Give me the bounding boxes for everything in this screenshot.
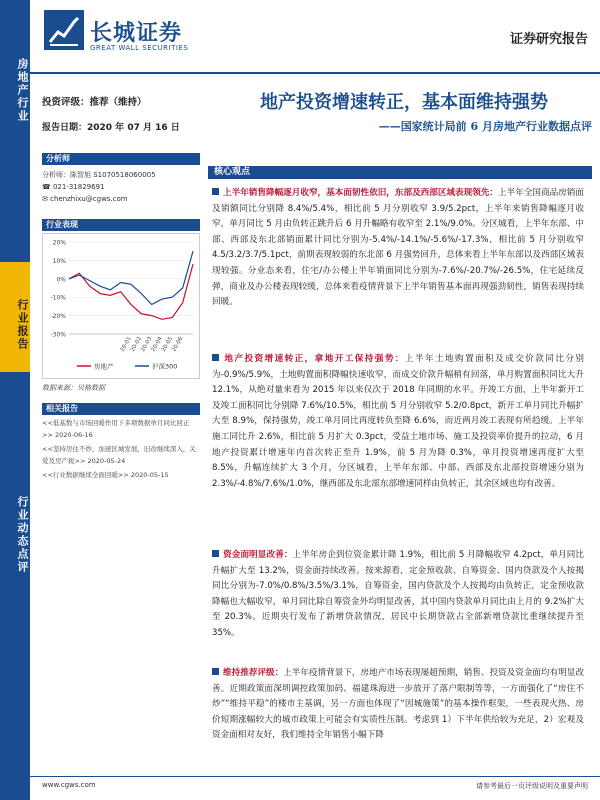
logo-name: 长城证券: [90, 20, 183, 46]
analyst-name: 分析师：陈智旭 S1070518060005: [42, 171, 156, 179]
bullet-icon: [212, 668, 219, 675]
chart-header: 行业表现: [42, 219, 200, 231]
chart-ytick-label: 10%: [52, 257, 66, 265]
footer-divider: [30, 776, 600, 777]
chart-series-line: [69, 264, 193, 319]
report-date: 报告日期：2020 年 07 月 16 日: [42, 123, 180, 133]
paragraph-sales: [212, 186, 584, 311]
sidebar-report-subtype: 行业动态点评: [16, 496, 29, 574]
chart-xtick-label: 20-06: [171, 336, 185, 353]
analyst-email: chenzhixu@cgws.com: [50, 195, 128, 203]
footer-disclaimer: 请参考最后一页评级说明及重要声明: [476, 782, 588, 790]
analyst-phone: 021-31829691: [52, 183, 105, 191]
header-divider: [30, 72, 600, 74]
paragraph-funding-head: 资金面明显改善：: [223, 550, 293, 560]
analyst-phone-row: [42, 181, 200, 193]
chart-xtick-label: 20-01: [119, 336, 133, 353]
legend-label-realestate: 房地产: [94, 362, 114, 371]
legend-label-csi300: 沪深300: [152, 362, 178, 371]
email-icon: ✉: [42, 195, 48, 203]
paragraph-investment-body: 上半年土地购置面积及成交价款同比分别为-0.9%/5.9%，土地购置面积降幅快速收窄，而成交价款升幅稍有回落，单月购置面积同比大升 12.1%，从绝对量来看为 2015 年以来仅次于 2018 年同期的水平。开竣工方面，上半年新开工及竣工面积同比分别降 7.6%/10.5%，相比前 5 月分别收窄 5.2/0.8pct，新开工单月同比升幅扩大至 8.9%，保持强势，竣工单月同比再度转负至降 6.6%，而近两月竣工表现有所趋缓。上半年施工同比升 2.6%，相比前 5 月扩大 0.3pct，受益土地市场、施工及投资率价提升的拉动，6 月地产投资累计增速年内首次转正至升 1.9%，前 5 月为降 0.3%，单月投资增速再度扩大至 8.5%，升幅连续扩大 3 个月，分区城看，上半年东部、中部、西部及东北部投资增速分别为 2.3%/-4.8%/7.6%/1.0%，继西部及东北部东部增速同样由负转正，其余区域也均有改善。: [212, 354, 584, 489]
chart-xtick-label: 20-04: [150, 336, 164, 353]
chart-ytick-label: 0%: [56, 276, 66, 284]
left-sidebar: [0, 0, 30, 800]
report-title: 地产投资增速转正，基本面维持强势: [260, 92, 548, 113]
report-type: 证券研究报告: [509, 32, 588, 47]
paragraph-rating: [212, 666, 584, 744]
bullet-icon: [212, 354, 219, 361]
performance-chart-svg: [43, 234, 199, 374]
bullet-icon: [212, 550, 219, 557]
chart-ytick-label: -20%: [50, 313, 66, 321]
sidebar-category: 房地产行业: [16, 57, 29, 123]
paragraph-sales-body: 上半年全国商品房销面及销额同比分别降 8.4%/5.4%，相比前 5 月分别收窄 3.9/5.2pct，上半年来销售降幅逐月收窄，单月同比 5 月由负转正跳升后 6 月升幅略有收窄至 2.1%/9.0%。分区城看，上半年东部、中部、西部及东北部销面累计同比分别为-5.4%/-14.1%/-5.6%/-17.3%，相比前 5 月分别收窄 4.5/3.2/3.7/5.1pct，前期表现较弱的东北部 6 月强势回升，总体来看上半年东部以及西部区域表现较强。分业态来看，住宅/办公楼上半年销面同比分别为-7.6%/-20.7%/-26.5%，住宅延续反弹，商业及办公楼表现较缓，总体来看疫情背景下上半年销售基本面再现强劲韧性，销售表现持续回暖。: [212, 188, 584, 308]
sidebar-report-type: 行业报告: [16, 299, 29, 351]
related-report-2[interactable]: <<坚持房住不炒，加速区城发展，旧改继续深入，关爱及房产税>> 2020-05-24: [42, 445, 196, 465]
key-points-header: 核心观点: [208, 166, 592, 179]
related-report-1[interactable]: <<低基数与市场回暖作用下多项数据单月同比回正>> 2020-06-16: [42, 419, 190, 439]
paragraph-funding-body: 上半年房企到位资金累计降 1.9%，相比前 5 月降幅收窄 4.2pct，单月同比升幅扩大至 13.2%，资金面持续改善。按来源看，定金预收款、自筹资金、国内贷款及个人按揭同比分别为-7.0%/0.8%/3.5%/3.1%，自筹资金，国内贷款及个人按揭均由负转正，定金预收款降幅也大幅收窄，单月同比除自筹资金外均明显改善，其中国内贷款单月同比由上月的 9.2%扩大至 20.3%。近期央行发布了新增贷款情况，居民中长期贷款占全部新增贷款比重继续提升至 35%。: [212, 550, 584, 638]
paragraph-rating-head: 维持推荐评级：: [223, 668, 284, 678]
paragraph-rating-body: 上半年疫情背景下，房地产市场表现屡超预期，销售、投资及资金面均有明显改善。近期政策面深圳调控政策加码、福建珠海进一步放开了落户限制等等，一方面强化了“房住不炒”“维持平稳”的楼市主基调，另一方面也体现了“因城施策”的基本操作框架，一些表现火热、房价短期涨幅较大的城市政策上可能会有实质性压制。考虑到 1）下半年供给较为充足，2）宏观及资金面相对友好，我们维持全年销售小幅下降: [212, 668, 584, 741]
logo-icon: [44, 10, 84, 50]
paragraph-sales-head: 上半年销售降幅逐月收窄，基本面韧性依旧，东部及西部区域表现领先：: [223, 188, 499, 198]
bullet-icon: [212, 188, 219, 195]
chart-ytick-label: 20%: [52, 239, 66, 247]
header: [30, 0, 600, 72]
footer-url[interactable]: www.cgws.com: [42, 781, 96, 789]
paragraph-investment: [212, 352, 584, 492]
phone-icon: ☎: [42, 183, 51, 191]
report-subtitle: ——国家统计局前 6 月房地产行业数据点评: [378, 120, 592, 133]
paragraph-investment-head: 地产投资增速转正，拿地开工保持强势：: [223, 354, 405, 364]
related-report-3[interactable]: <<行业数据继续全面回暖>> 2020-05-15: [42, 471, 169, 479]
investment-rating: 投资评级：推荐（维持）: [42, 97, 147, 108]
analyst-header: 分析师: [42, 153, 200, 165]
paragraph-funding: [212, 548, 584, 642]
performance-chart: [42, 233, 200, 379]
chart-series-line: [69, 251, 193, 304]
chart-xtick-label: 20-05: [160, 336, 175, 353]
chart-xtick-label: 20-03: [140, 336, 154, 353]
left-column: [42, 84, 200, 481]
logo-subtitle: GREAT WALL SECURITIES: [90, 44, 189, 52]
chart-xtick-label: 20-02: [129, 336, 144, 353]
related-header: 相关报告: [42, 403, 200, 415]
chart-ytick-label: -30%: [50, 331, 66, 339]
analyst-email-row: [42, 193, 200, 205]
chart-source: 数据来源：贝格数据: [42, 384, 105, 392]
chart-ytick-label: -10%: [50, 294, 66, 302]
